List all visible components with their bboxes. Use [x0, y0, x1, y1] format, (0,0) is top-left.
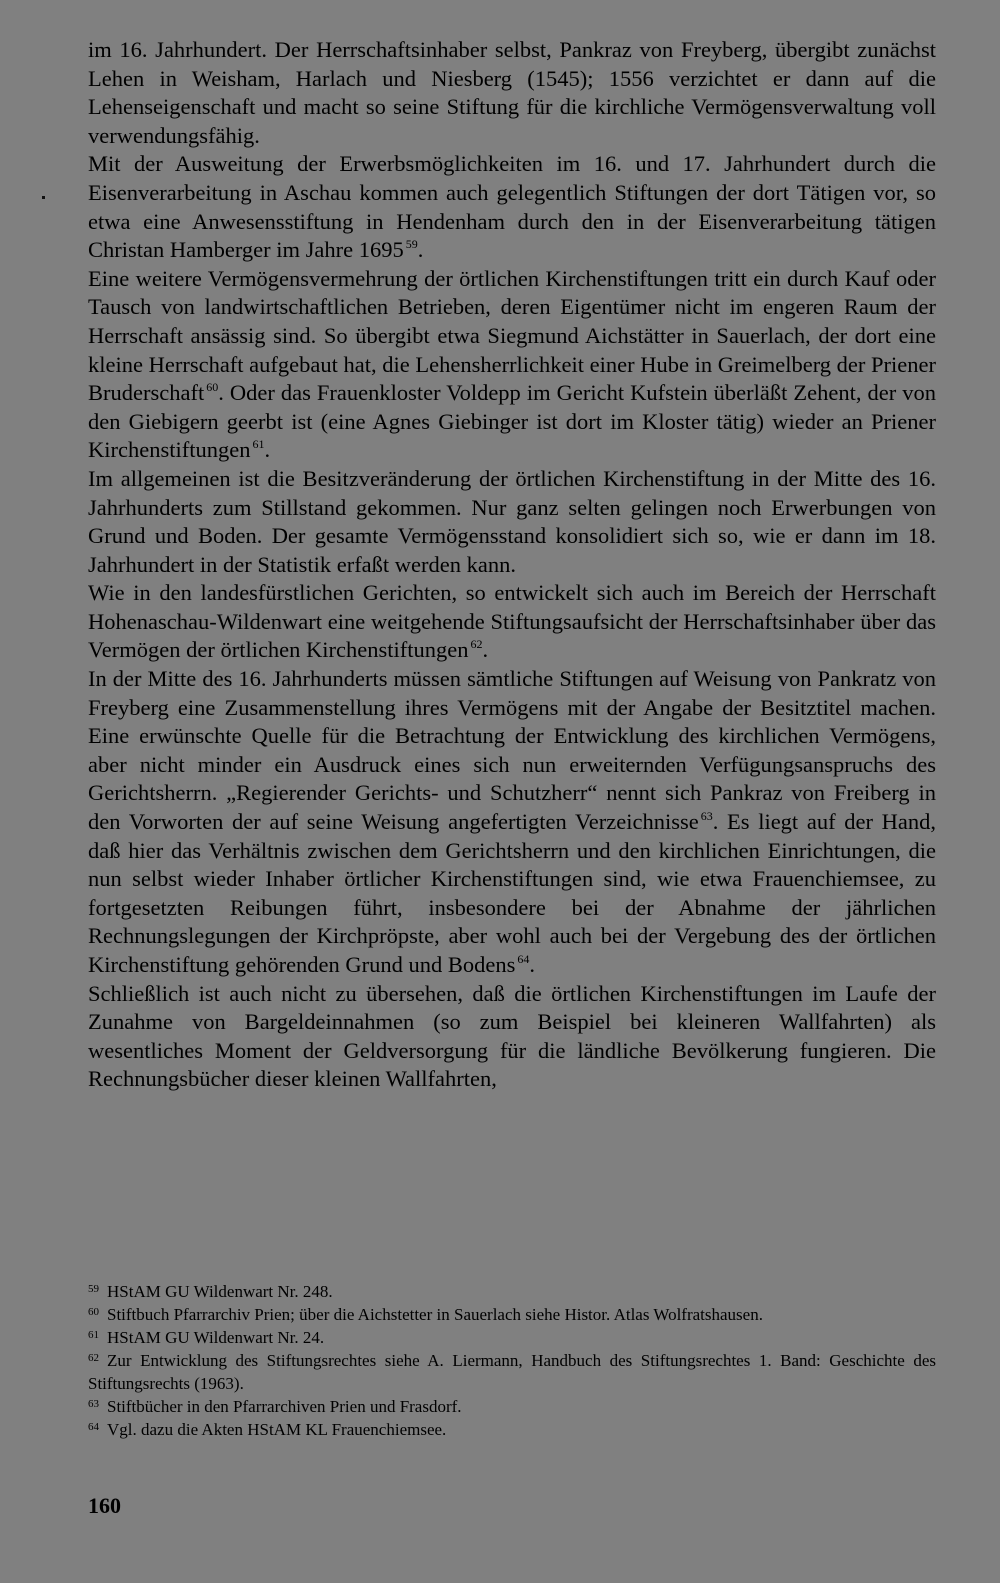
- punctuation: .: [417, 237, 424, 263]
- footnote-text: Stiftbuch Pfarrarchiv Prien; über die Aichstetter in Sauerlach siehe Histor. Atlas Wolfratshausen.: [107, 1305, 763, 1324]
- paragraph-6: [88, 665, 936, 980]
- footnote-ref-61: 61: [252, 437, 265, 452]
- paragraph-3: [88, 265, 936, 465]
- footnote-text: Zur Entwicklung des Stiftungsrechtes siehe A. Liermann, Handbuch des Stiftungsrechtes 1. Band: Geschichte des Stiftungsrechts (1963).: [88, 1351, 936, 1393]
- paragraph-text: Mit der Ausweitung der Erwerbsmöglichkeiten im 16. und 17. Jahrhundert durch die Eisenverarbeitung in Aschau kommen auch gelegentlich Stiftungen der dort Tätigen vor, so etwa eine Anwesensstiftung in Hendenham durch den in der Eisenverarbeitung tätigen Christan Hamberger im Jahre 1695: [88, 151, 936, 263]
- paragraph-text: Eine weitere Vermögensvermehrung der örtlichen Kirchenstiftungen tritt ein durch Kauf oder Tausch von landwirtschaftlichen Betrieben, deren Eigentümer nicht im engeren Raum der Herrschaft ansässig sind. So übergibt etwa Siegmund Aichstätter in Sauerlach, der dort eine kleine Herrschaft aufgebaut hat, die Lehensherrlichkeit einer Hube in Greimelberg der Priener Bruderschaft: [88, 265, 936, 406]
- paragraph-text: Wie in den landesfürstlichen Gerichten, so entwickelt sich auch im Bereich der Herrschaft Hohenaschau-Wildenwart eine weitgehende Stiftungsaufsicht der Herrschaftsinhaber über das Vermögen der örtlichen Kirchenstiftungen: [88, 580, 936, 663]
- footnote-text: HStAM GU Wildenwart Nr. 24.: [107, 1328, 325, 1347]
- punctuation: .: [529, 952, 536, 977]
- punctuation: .: [482, 637, 489, 663]
- footnote-text: HStAM GU Wildenwart Nr. 248.: [107, 1282, 333, 1301]
- footnote-ref-62: 62: [470, 637, 483, 652]
- footnote: 61 HStAM GU Wildenwart Nr. 24.: [88, 1328, 325, 1347]
- scan-speck: [42, 196, 45, 199]
- paragraph-text: Im allgemeinen ist die Besitzveränderung der örtlichen Kirchenstiftung in der Mitte des 16. Jahrhunderts zum Stillstand gekommen. Nur ganz selten gelingen noch Erwerbungen von Grund und Boden. Der gesamte Vermögensstand konsolidiert sich so, wie er dann im 18. Jahrhundert in der Statistik erfaßt werden kann.: [88, 465, 936, 577]
- footnote: 59 HStAM GU Wildenwart Nr. 248.: [88, 1282, 333, 1301]
- paragraph-text: im 16. Jahrhundert. Der Herrschaftsinhaber selbst, Pankraz von Freyberg, übergibt zunächst Lehen in Weisham, Harlach und Niesberg (1545); 1556 verzichtet er dann auf die Lehenseigenschaft und macht so seine Stiftung für die kirchliche Vermögensverwaltung voll verwendungsfähig.: [88, 37, 936, 148]
- footnote-ref-59: 59: [405, 237, 418, 252]
- paragraph-5: [88, 579, 936, 665]
- footnote-text: Vgl. dazu die Akten HStAM KL Frauenchiemsee.: [107, 1420, 447, 1439]
- footnotes: [88, 1280, 936, 1441]
- paragraph-1: [88, 36, 936, 150]
- page-number: 160: [88, 1493, 121, 1518]
- footnote-text: Stiftbücher in den Pfarrarchiven Prien und Frasdorf.: [107, 1397, 462, 1416]
- footnote-ref-63: 63: [700, 809, 713, 824]
- footnote-ref-64: 64: [517, 952, 530, 966]
- main-text: [88, 36, 936, 1094]
- paragraph-4: [88, 465, 936, 579]
- footnote: 64 Vgl. dazu die Akten HStAM KL Frauenchiemsee.: [88, 1420, 447, 1439]
- footnote: 60 Stiftbuch Pfarrarchiv Prien; über die Aichstetter in Sauerlach siehe Histor. Atlas Wolfratshausen.: [88, 1305, 763, 1324]
- paragraph-7: [88, 980, 936, 1094]
- punctuation: .: [264, 437, 271, 463]
- paragraph-2: [88, 150, 936, 264]
- paragraph-text: . Oder das Frauenkloster Voldepp im Gericht Kufstein überläßt Zehent, der von den Giebigern geerbt ist (eine Agnes Giebinger ist dort im Kloster tätig) wieder an Priener Kirchenstiftungen: [88, 380, 936, 463]
- footnote-ref-60: 60: [206, 380, 219, 395]
- footnote: 62 Zur Entwicklung des Stiftungsrechtes siehe A. Liermann, Handbuch des Stiftungsrechtes 1. Band: Geschichte des Stiftungsrechts (1963).: [88, 1351, 936, 1393]
- paragraph-text: In der Mitte des 16. Jahrhunderts müssen sämtliche Stiftungen auf Weisung von Pankratz von Freyberg eine Zusammenstellung ihres Vermögens mit der Angabe der Besitztitel machen. Eine erwünschte Quelle für die Betrachtung der Entwicklung des kirchlichen Vermögens, aber nicht minder ein Ausdruck eines sich nun erweiternden Verfügungsanspruchs des Gerichtsherrn. „Regierender Gerichts- und Schutzherr“ nennt sich Pankraz von Freiberg in den Vorworten der auf seine Weisung angefertigten Verzeichnisse: [88, 666, 936, 835]
- paragraph-text: . Es liegt auf der Hand, daß hier das Verhältnis zwischen dem Gerichtsherrn und den kirchlichen Einrichtungen, die nun selbst wieder Inhaber örtlicher Kirchenstiftungen sind, wie etwa Frauenchiemsee, zu fortgesetzten Reibungen führt, insbesondere bei der Abnahme der jährlichen Rechnungslegungen der Kirchpröpste, aber wohl auch bei der Vergebung des der örtlichen Kirchenstiftung gehörenden Grund und Bodens: [88, 809, 936, 977]
- footnote: 63 Stiftbücher in den Pfarrarchiven Prien und Frasdorf.: [88, 1397, 462, 1416]
- paragraph-text: Schließlich ist auch nicht zu übersehen, daß die örtlichen Kirchenstiftungen im Laufe der Zunahme von Bargeldeinnahmen (so zum Beispiel bei kleineren Wallfahrten) als wesentliches Moment der Geldversorgung für die ländliche Bevölkerung fungieren. Die Rechnungsbücher dieser kleinen Wallfahrten,: [88, 980, 936, 1092]
